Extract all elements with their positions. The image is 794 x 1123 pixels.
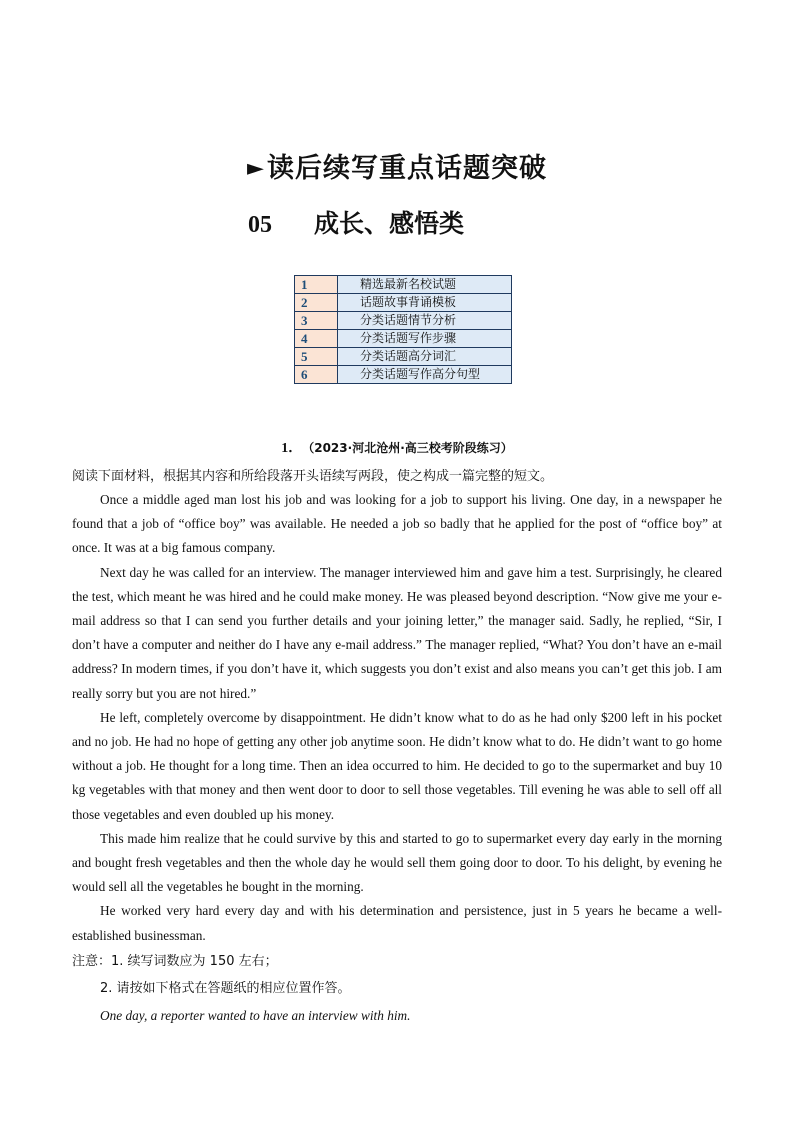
- passage-paragraph: Once a middle aged man lost his job and was looking for a job to support his living. One day, in a newspaper he found that a job of “office boy” was available. He needed a job so badly that he applied for the post of “office boy” at once. It was at a big famous company.: [72, 492, 722, 556]
- question-number: 1．: [281, 441, 303, 456]
- contents-row-number: 5: [295, 348, 338, 366]
- contents-row: [295, 312, 512, 330]
- triangle-arrow-icon: ►: [247, 156, 265, 181]
- contents-row-number: 2: [295, 294, 338, 312]
- notes-block: [72, 948, 722, 1029]
- note-word-count: 注意：1. 续写词数应为 150 左右；: [72, 954, 278, 969]
- note-answer-format: 2. 请按如下格式在答题纸的相应位置作答。: [100, 981, 351, 996]
- question-instruction: 阅读下面材料，根据其内容和所给段落开头语续写两段，使之构成一篇完整的短文。: [72, 469, 554, 484]
- contents-row: [295, 366, 512, 384]
- contents-row-label: 分类话题写作高分句型: [338, 366, 512, 384]
- contents-row-label: 精选最新名校试题: [338, 276, 512, 294]
- passage-paragraph: He worked very hard every day and with his determination and persistence, just in 5 years he became a well-established businessman.: [72, 903, 722, 943]
- section-subtitle: [248, 204, 464, 240]
- contents-row-label: 分类话题高分词汇: [338, 348, 512, 366]
- contents-table: [294, 275, 512, 384]
- passage-paragraph: He left, completely overcome by disappointment. He didn’t know what to do as he had only $200 left in his pocket and no job. He had no hope of getting any other job anytime soon. He didn’t know what to do. He didn’t want to go home without a job. He thought for a long time. Then an idea occurred to him. He decided to go to the supermarket and buy 10 kg vegetables with that money and then went door to door to sell those vegetables. Till evening he was able to sell off all those vegetables and even doubled up his money.: [72, 709, 722, 822]
- contents-row: [295, 348, 512, 366]
- page-title: [0, 146, 794, 185]
- contents-row-number: 4: [295, 330, 338, 348]
- question-heading: [0, 437, 794, 457]
- continuation-prompt: One day, a reporter wanted to have an interview with him.: [100, 1008, 411, 1023]
- contents-row-label: 分类话题写作步骤: [338, 330, 512, 348]
- passage-paragraph: This made him realize that he could survive by this and started to go to supermarket every day early in the morning and bought fresh vegetables and then the whole day he would sell them going door to door. To his delight, by evening he would sell all the vegetables he bought in the morning.: [72, 830, 722, 895]
- contents-row-number: 6: [295, 366, 338, 384]
- section-title: 成长、感悟类: [314, 209, 465, 238]
- question-source: （2023·河北沧州·高三校考阶段练习）: [308, 441, 513, 455]
- contents-row-number: 1: [295, 276, 338, 294]
- contents-row-label: 分类话题情节分析: [338, 312, 512, 330]
- contents-row: [295, 294, 512, 312]
- contents-row-number: 3: [295, 312, 338, 330]
- section-number: 05: [248, 212, 272, 238]
- passage-paragraph: Next day he was called for an interview. The manager interviewed him and gave him a test. Surprisingly, he cleared the test, which meant he was hired and he could make money. He was pleased beyond description. “Now give me your e-mail address so that I can send you further details and your joining letter,” the manager said. Sadly, he replied, “Sir, I don’t have a computer and neither do I have any e-mail address.” The manager replied, “What? You don’t have an e-mail address? In modern times, if you don’t have it, which suggests you don’t exist and also means you can’t get this job. I am really sorry but you are not hired.”: [72, 564, 722, 701]
- contents-row: [295, 276, 512, 294]
- page-title-text: 读后续写重点话题突破: [266, 153, 547, 184]
- contents-row: [295, 330, 512, 348]
- contents-row-label: 话题故事背诵模板: [338, 294, 512, 312]
- reading-passage: [72, 488, 722, 948]
